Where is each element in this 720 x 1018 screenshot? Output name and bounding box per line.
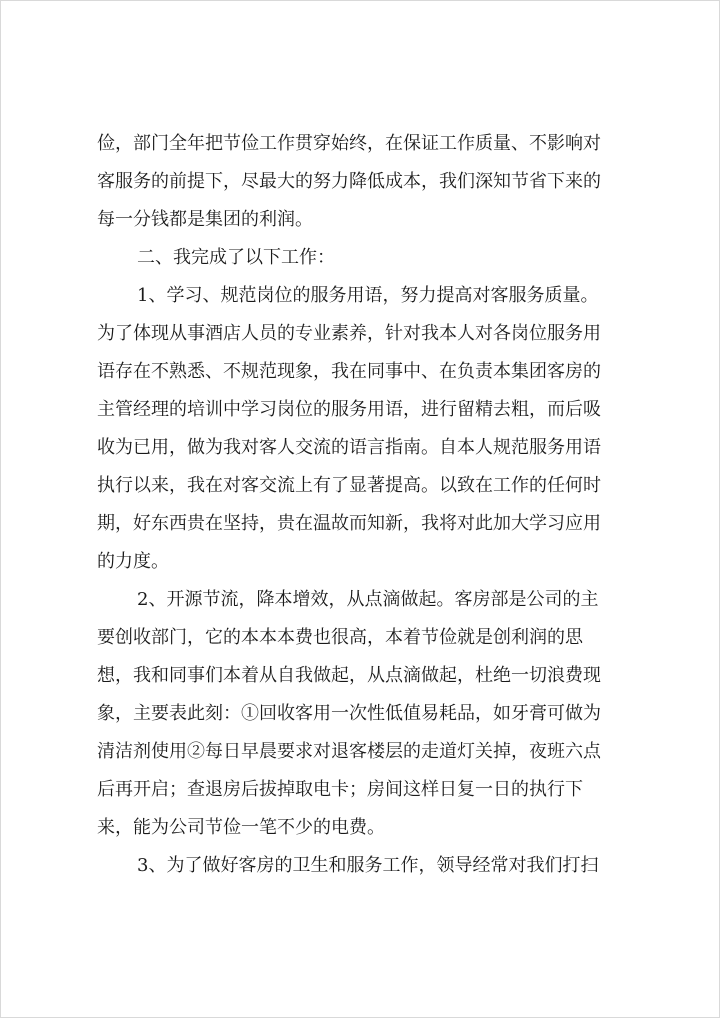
text-line: 执行以来，我在对客交流上有了显著提高。以致在工作的任何时 — [97, 475, 601, 496]
text-line: 象，主要表此刻：①回收客用一次性低值易耗品，如牙膏可做为 — [97, 703, 601, 724]
text-line: 3、为了做好客房的卫生和服务工作，领导经常对我们打扫 — [137, 855, 599, 876]
text-line: 客服务的前提下，尽最大的努力降低成本，我们深知节省下来的 — [97, 171, 601, 192]
text-line: 来，能为公司节俭一笔不少的电费。 — [97, 817, 385, 838]
text-line: 1、学习、规范岗位的服务用语，努力提高对客服务质量。 — [137, 285, 599, 306]
text-line: 俭，部门全年把节俭工作贯穿始终，在保证工作质量、不影响对 — [97, 133, 601, 154]
text-line: 2、开源节流，降本增效，从点滴做起。客房部是公司的主 — [137, 589, 599, 610]
text-line: 要创收部门，它的本本本费也很高，本着节俭就是创利润的思 — [97, 627, 583, 648]
text-line: 主管经理的培训中学习岗位的服务用语，进行留精去粗，而后吸 — [97, 399, 601, 420]
text-line: 想，我和同事们本着从自我做起，从点滴做起，杜绝一切浪费现 — [97, 665, 601, 686]
text-line: 期，好东西贵在坚持，贵在温故而知新，我将对此加大学习应用 — [97, 513, 601, 534]
paragraph — [97, 277, 637, 581]
text-line: 后再开启；查退房后拔掉取电卡；房间这样日复一日的执行下 — [97, 779, 583, 800]
text-line: 每一分钱都是集团的利润。 — [97, 209, 313, 230]
document-body — [97, 125, 637, 885]
text-line: 收为已用，做为我对客人交流的语言指南。自本人规范服务用语 — [97, 437, 601, 458]
text-line: 为了体现从事酒店人员的专业素养，针对我本人对各岗位服务用 — [97, 323, 601, 344]
paragraph — [97, 125, 637, 239]
text-line: 清洁剂使用②每日早晨要求对退客楼层的走道灯关掉，夜班六点 — [97, 741, 601, 762]
paragraph — [97, 239, 637, 277]
paragraph — [97, 581, 637, 847]
paragraph — [97, 847, 637, 885]
text-line: 二、我完成了以下工作： — [137, 247, 335, 268]
text-line: 语存在不熟悉、不规范现象，我在同事中、在负责本集团客房的 — [97, 361, 601, 382]
text-line: 的力度。 — [97, 551, 169, 572]
